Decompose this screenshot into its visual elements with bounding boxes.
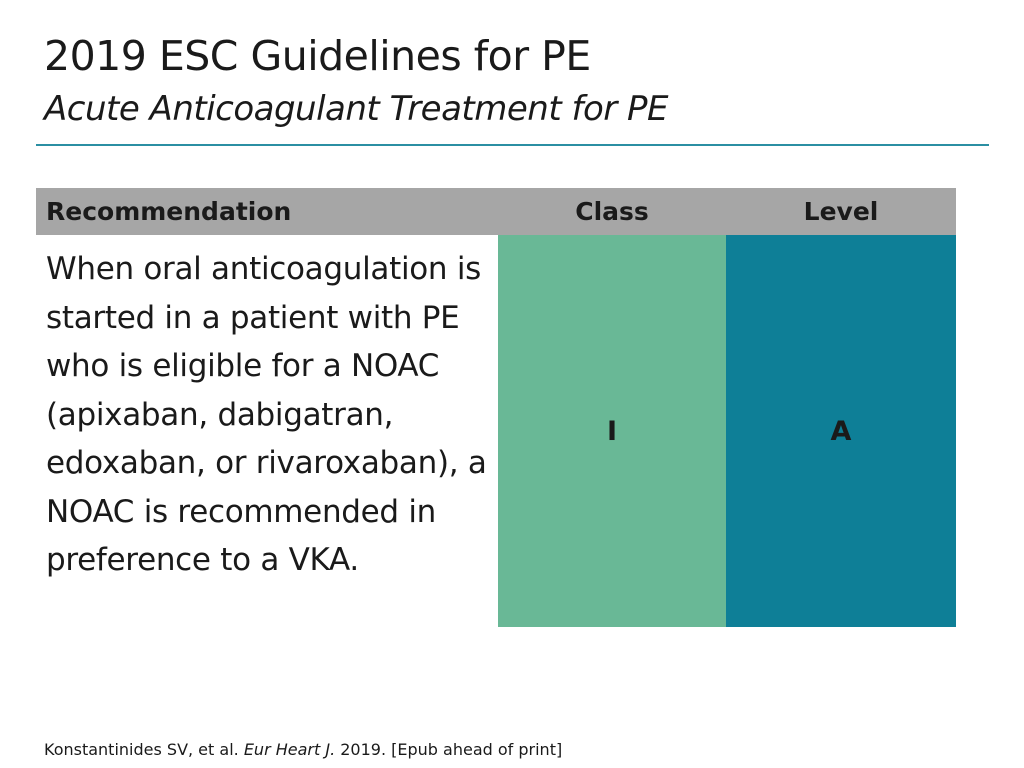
header-recommendation: Recommendation <box>46 197 292 226</box>
citation-details: 2019. [Epub ahead of print] <box>340 740 563 759</box>
header-class: Class <box>575 197 649 226</box>
title-divider <box>36 144 989 146</box>
citation <box>44 739 562 761</box>
table-row <box>36 235 956 627</box>
recommendation-table <box>36 188 956 627</box>
class-value: I <box>606 415 618 447</box>
slide-title: 2019 ESC Guidelines for PE <box>44 32 591 80</box>
level-value: A <box>830 415 852 447</box>
citation-authors: Konstantinides SV, et al. <box>44 740 239 759</box>
class-cell <box>498 235 726 627</box>
slide-subtitle: Acute Anticoagulant Treatment for PE <box>44 89 669 129</box>
recommendation-text: When oral anticoagulation is started in a patient with PE who is eligible for a NOAC (apixaban, dabigatran, edoxaban, or rivaroxaban), a NOAC is recommended in preference to a VKA. <box>46 251 487 578</box>
table-header-row <box>36 188 956 235</box>
header-level: Level <box>803 197 879 226</box>
citation-journal: Eur Heart J. <box>243 740 336 759</box>
level-cell <box>726 235 956 627</box>
